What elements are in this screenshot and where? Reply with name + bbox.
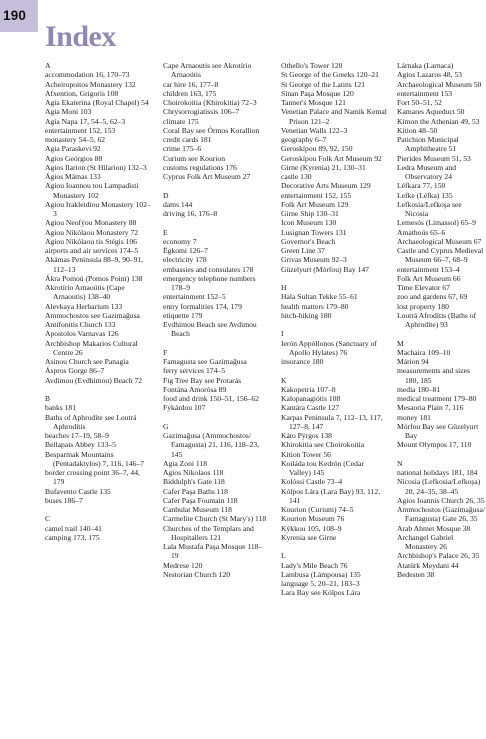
index-entry: Ledra Museum and Observatory 24 [397, 162, 457, 181]
index-entry: Agiou Irakleidiou Monastery 102–3 [45, 199, 151, 218]
index-entry: driving 16, 176–8 [163, 209, 218, 218]
index-entry: Nicosia (Lefkosia/Lefkoşa) 20, 24–35, 38–45 [397, 477, 481, 496]
index-entry: national holidays 181, 184 [397, 468, 478, 477]
index-entry: Othello's Tower 120 [281, 61, 343, 70]
index-entry: Coral Bay see Órmos Korallion [163, 125, 260, 135]
index-entry: Ágios Mámas 133 [45, 172, 101, 181]
index-entry: Fontána Amorósa 89 [163, 384, 227, 394]
index-entry: Agios Nikolaos 118 [163, 468, 224, 477]
index-entry: Girne (Kyrenia) 21, 130–31 [281, 162, 366, 172]
index-letter-heading: C [45, 514, 51, 524]
index-entry: Ammochostos (Gazimağusa/ Famagusta) Gate 26, 35 [397, 505, 485, 524]
index-entry: Nestorian Church 120 [163, 569, 231, 579]
index-entry: Gazimağusa (Ammochostos/ Famagusta) 21, 116, 118–23, 145 [163, 431, 260, 459]
index-entry: Akámas Peninsula 88–9, 90–91, 112–13 [45, 255, 144, 274]
index-entry: Bedesten 38 [397, 569, 435, 579]
index-entry: banks 181 [45, 403, 77, 413]
index-entry: Bufavento Castle 135 [45, 486, 111, 496]
index-entry: buses 186–7 [45, 495, 83, 505]
index-entry: medical treatment 179–80 [397, 394, 477, 403]
index-entry: Tanner's Mosque 121 [281, 98, 346, 107]
index-entry: Icon Museum 130 [281, 218, 337, 228]
index-entry: Kýkkou 105, 108–9 [281, 523, 342, 533]
index-letter-heading: L [281, 551, 286, 561]
index-entry: Agiou Nikólaou Monastery 72 [45, 227, 139, 237]
index-entry: climate 175 [163, 116, 199, 126]
index-entry: Folk Art Museum 66 [397, 273, 461, 283]
index-entry: Kyrenia see Girne [281, 532, 337, 542]
index-entry: entertainment 152, 155 [281, 190, 352, 200]
index-entry: entertainment 152, 153 [45, 125, 116, 135]
index-entry: Acheiropoitos Monastery 132 [45, 79, 136, 89]
index-entry: Koiláda tou Kedrón (Cedar Valley) 145 [281, 458, 364, 477]
index-entry: Venetian Palace and Namik Kemal Prison 121–2 [281, 107, 387, 126]
index-entry: Atatürk Meydani 44 [397, 560, 459, 570]
index-entry: Agios Ioannis Church 26, 35 [397, 495, 485, 505]
index-entry: Governor's Beach [281, 236, 336, 246]
index-entry: Cafer Paşa Fountain 118 [163, 495, 238, 505]
index-entry: Kamares Aqueduct 50 [397, 107, 465, 117]
index-entry: Karpas Peninsula 7, 112–13, 117, 127–8, 147 [281, 412, 383, 431]
index-entry: Machaira 109–10 [397, 347, 451, 357]
index-entry: Cyprus Folk Art Museum 27 [163, 172, 251, 181]
index-entry: Hala Sultan Tekke 55–61 [281, 292, 358, 302]
index-entry: accommodation 16, 170–73 [45, 70, 130, 80]
index-entry: St George of the Greeks 120–21 [281, 70, 379, 80]
index-entry: Lefke (Léfka) 135 [397, 190, 453, 200]
index-letter-heading: E [163, 227, 168, 237]
index-entry: Evdhimou Beach see Avdimou Beach [163, 320, 257, 339]
index-entry: Kition 48–50 [397, 125, 438, 135]
index-entry: Lárnaka (Larnaca) [397, 61, 454, 70]
index-entry: Curium see Kourion [163, 153, 226, 163]
index-entry: Ëgkomi 126–7 [163, 246, 208, 255]
index-entry: Asinou Church see Panagia [45, 357, 129, 366]
index-entry: Agia Moni 103 [45, 107, 92, 117]
index-entry: Cafer Paşa Baths 118 [163, 486, 228, 496]
index-entry: Márion 94 [397, 357, 429, 366]
index-entry: Mount Olympos 17, 110 [397, 440, 472, 450]
index-entry: beaches 17–19, 58–9 [45, 431, 109, 440]
index-entry: Lady's Mile Beach 76 [281, 560, 348, 570]
index-entry: Güzelyurt (Mórfou) Bay 147 [281, 264, 369, 274]
index-entry: embassies and consulates 178 [163, 264, 254, 274]
index-entry: ferry services 174–5 [163, 366, 225, 376]
index-entry: Mesaoria Plain 7, 116 [397, 403, 464, 413]
index-entry: Arab Ahmet Mosque 38 [397, 523, 471, 533]
index-entry: Agiou Ioannou tou Lampadisti Monastery 102 [45, 181, 139, 200]
index-entry: language 5, 20–21, 183–3 [281, 579, 360, 588]
index-entry: Kólpos Lára (Lara Bay) 93, 112, 141 [281, 486, 381, 505]
index-entry: Fort 50–51, 52 [397, 98, 442, 107]
index-entry: Kalopanagiótis 108 [281, 394, 341, 403]
index-entry: Archaeological Museum 67 [397, 236, 482, 246]
index-entry: Lusignan Towers 131 [281, 227, 347, 237]
index-entry: camping 173, 175 [45, 532, 100, 542]
index-entry: Archangel Gabriel Monastery 26 [397, 532, 454, 551]
index-entry: Mórfou Bay see Güzelyurt Bay [397, 421, 479, 440]
index-entry: dams 144 [163, 199, 193, 209]
index-entry: Kakopetria 107–8 [281, 384, 336, 394]
index-letter-heading: G [163, 421, 169, 431]
index-entry: Agiou Nikólaou tis Stégis 106 [45, 236, 137, 246]
index-entry: health matters 179–80 [281, 301, 349, 311]
index-entry: camel trail 140–41 [45, 523, 102, 533]
index-entry: Lambusa (Lámpousa) 135 [281, 569, 361, 579]
index-entry: media 180–81 [397, 384, 441, 394]
index-entry: Agia Zoni 118 [163, 458, 208, 468]
index-entry: Lemesós (Limassol) 65–9 [397, 218, 476, 228]
index-entry: Agiou Neofýou Monastery 88 [45, 218, 137, 228]
index-entry: Besparmak Mountains (Pentadaktylos) 7, 116, 146–7 [45, 449, 145, 468]
index-entry: Choirokoitia (Khirokitia) 72–3 [163, 98, 257, 107]
index-entry: Agios Lazaros 48, 53 [397, 70, 462, 80]
index-entry: Kolóssi Castle 73–4 [281, 477, 343, 487]
index-entry: Medrese 120 [163, 560, 203, 570]
index-entry: Cape Arnaoutis see Akrotírio Arnaoútis [163, 61, 252, 80]
index-entry: Fykárdou 107 [163, 403, 206, 413]
index-entry: Lala Mustafa Paşa Mosque 118–19 [163, 542, 263, 561]
index-entry: monastery 54–5, 62 [45, 135, 106, 144]
index-entry: Kimon the Athenian 49, 53 [397, 116, 480, 126]
index-entry: customs regulations 176 [163, 162, 237, 172]
index-entry: Ammochostos see Gazimağusa [45, 310, 140, 320]
index-entry: Loutrá Afrodítis (Baths of Aphrodite) 93 [397, 310, 477, 329]
index-entry: Afxention, Grigoris 108 [45, 88, 119, 98]
index-entry: Agia Paraskevi 92 [45, 144, 101, 154]
index-entry: Archaeological Museum 50 [397, 79, 482, 89]
index-entry: Patichion Municipal Amphitheatre 51 [397, 135, 459, 154]
index-entry: Alevkaya Herbarium 133 [45, 301, 123, 311]
index-entry: Decorative Arts Museum 129 [281, 181, 371, 191]
index-entry: Green Line 37 [281, 246, 325, 255]
index-entry: Fig Tree Bay see Protarás [163, 375, 242, 385]
index-entry: Chrysorrogiatissis 106–7 [163, 107, 240, 117]
index-entry: Amathoús 65–6 [397, 227, 446, 237]
index-entry: Venetian Walls 122–3 [281, 125, 348, 135]
page-number-tab [0, 0, 38, 32]
index-letter-heading: B [45, 394, 51, 403]
index-entry: Agia Ekaterina (Royal Chapel) 54 [45, 98, 149, 107]
index-entry: entertainment 152–5 [163, 292, 226, 302]
index-entry: Léfkara 77, 150 [397, 181, 446, 191]
index-entry: Kantára Castle 127 [281, 403, 340, 413]
index-entry: Bellapais Abbey 133–5 [45, 440, 116, 450]
index-entry: Geroskípou 89, 92, 150 [281, 144, 353, 154]
index-entry: crime 175–6 [163, 144, 202, 154]
index-entry: hitch-hiking 180 [281, 310, 332, 320]
index-entry: Archbishop Makarios Cultural Centre 26 [45, 338, 138, 357]
index-letter-heading: H [281, 283, 287, 292]
index-entry: Castle and Cyprus Medieval Museum 66–7, 68–9 [397, 246, 484, 265]
index-entry: Agia Napa 17, 54–5, 62–3 [45, 116, 126, 126]
page-title: Index [45, 20, 116, 53]
index-entry: children 163, 175 [163, 88, 217, 98]
index-entry: Archbishop's Palace 26, 35 [397, 551, 480, 561]
index-letter-heading: K [281, 375, 287, 385]
index-entry: Agios Geórgios 88 [45, 153, 103, 163]
index-entry: Lefkosia/Lefkoşa see Nicosia [397, 199, 462, 218]
index-entry: Biddulph's Gate 118 [163, 477, 225, 487]
index-letter-heading: N [397, 458, 403, 468]
index-entry: Ierón Appóllonos (Sanctuary of Apollo Hylates) 76 [281, 338, 377, 357]
index-column-1 [45, 61, 151, 542]
index-entry: entertainment 153 [397, 88, 453, 98]
index-entry: credit cards 181 [163, 135, 212, 144]
index-entry: Geroskípou Folk Art Museum 92 [281, 153, 382, 163]
index-entry: Kourion (Curium) 74–5 [281, 505, 354, 514]
index-entry: entry formalities 174, 179 [163, 301, 242, 311]
index-entry: food and drink 150–51, 156–62 [163, 394, 259, 403]
index-entry: castle 130 [281, 172, 312, 181]
index-entry: Apostolos Varnavas 126 [45, 329, 119, 339]
index-entry: Lara Bay see Kólpos Lára [281, 588, 361, 598]
index-entry: geography 6–7 [281, 135, 327, 144]
index-entry: etiquette 179 [163, 310, 203, 320]
index-entry: Kition Tower 56 [281, 449, 331, 459]
index-entry: Girne Ship 130–31 [281, 209, 339, 218]
index-column-4 [397, 61, 485, 579]
index-entry: Baths of Aphrodite see Loutrá Aphrodítis [45, 412, 137, 431]
index-entry: lost property 180 [397, 301, 449, 311]
index-entry: Khirokitia see Choirokoitia [281, 440, 365, 450]
index-entry: Time Elevator 67 [397, 283, 450, 292]
index-column-2 [163, 61, 269, 579]
index-entry: Antifonitis Church 133 [45, 320, 116, 329]
index-letter-heading: A [45, 61, 51, 70]
index-letter-heading: M [397, 338, 404, 348]
index-entry: Sinan Paşa Mosque 120 [281, 88, 354, 98]
index-entry: entertainment 153–4 [397, 264, 460, 274]
index-entry: border crossing point 36–7, 44, 179 [45, 468, 140, 487]
index-entry: Áspros Gorge 86–7 [45, 366, 105, 376]
index-entry: Carmelite Church (St Mary's) 118 [163, 514, 267, 524]
index-entry: Canbulat Museum 118 [163, 505, 232, 514]
index-entry: insurance 180 [281, 357, 324, 366]
index-entry: Ákra Pomoú (Pomos Point) 138 [45, 273, 143, 283]
index-entry: Churches of the Templars and Hospitallers 121 [163, 523, 254, 542]
index-entry: measurements and sizes 180, 185 [397, 366, 470, 385]
index-entry: emergency telephone numbers 178–9 [163, 273, 256, 292]
index-entry: economy 7 [163, 236, 197, 246]
index-entry: Pierides Museum 51, 53 [397, 153, 471, 163]
index-entry: Akrotírio Arnaoútis (Cape Arnaoutis) 138–40 [45, 283, 125, 302]
index-entry: Folk Art Museum 129 [281, 199, 349, 209]
index-entry: money 181 [397, 412, 431, 422]
index-entry: electricity 178 [163, 255, 207, 265]
index-entry: Avdimou (Evdhimou) Beach 72 [45, 375, 143, 385]
index-entry: Agios Ilarion (St Hilarion) 132–3 [45, 162, 147, 172]
index-column-3 [281, 61, 387, 598]
index-entry: airports and air services 174–5 [45, 246, 139, 255]
index-entry: Famagusta see Gazimağusa [163, 357, 247, 366]
index-entry: Kourion Museum 76 [281, 514, 345, 524]
index-entry: Grivas Museum 92–3 [281, 255, 347, 265]
index-entry: St George of the Latins 121 [281, 79, 366, 89]
index-entry: Káto Pýrgos 138 [281, 431, 332, 440]
index-letter-heading: F [163, 347, 168, 357]
index-entry: car hire 16, 177–8 [163, 79, 219, 89]
index-letter-heading: D [163, 190, 169, 200]
page-number: 190 [3, 8, 27, 23]
index-entry: zoo and gardens 67, 69 [397, 292, 468, 302]
index-letter-heading: I [281, 329, 284, 339]
